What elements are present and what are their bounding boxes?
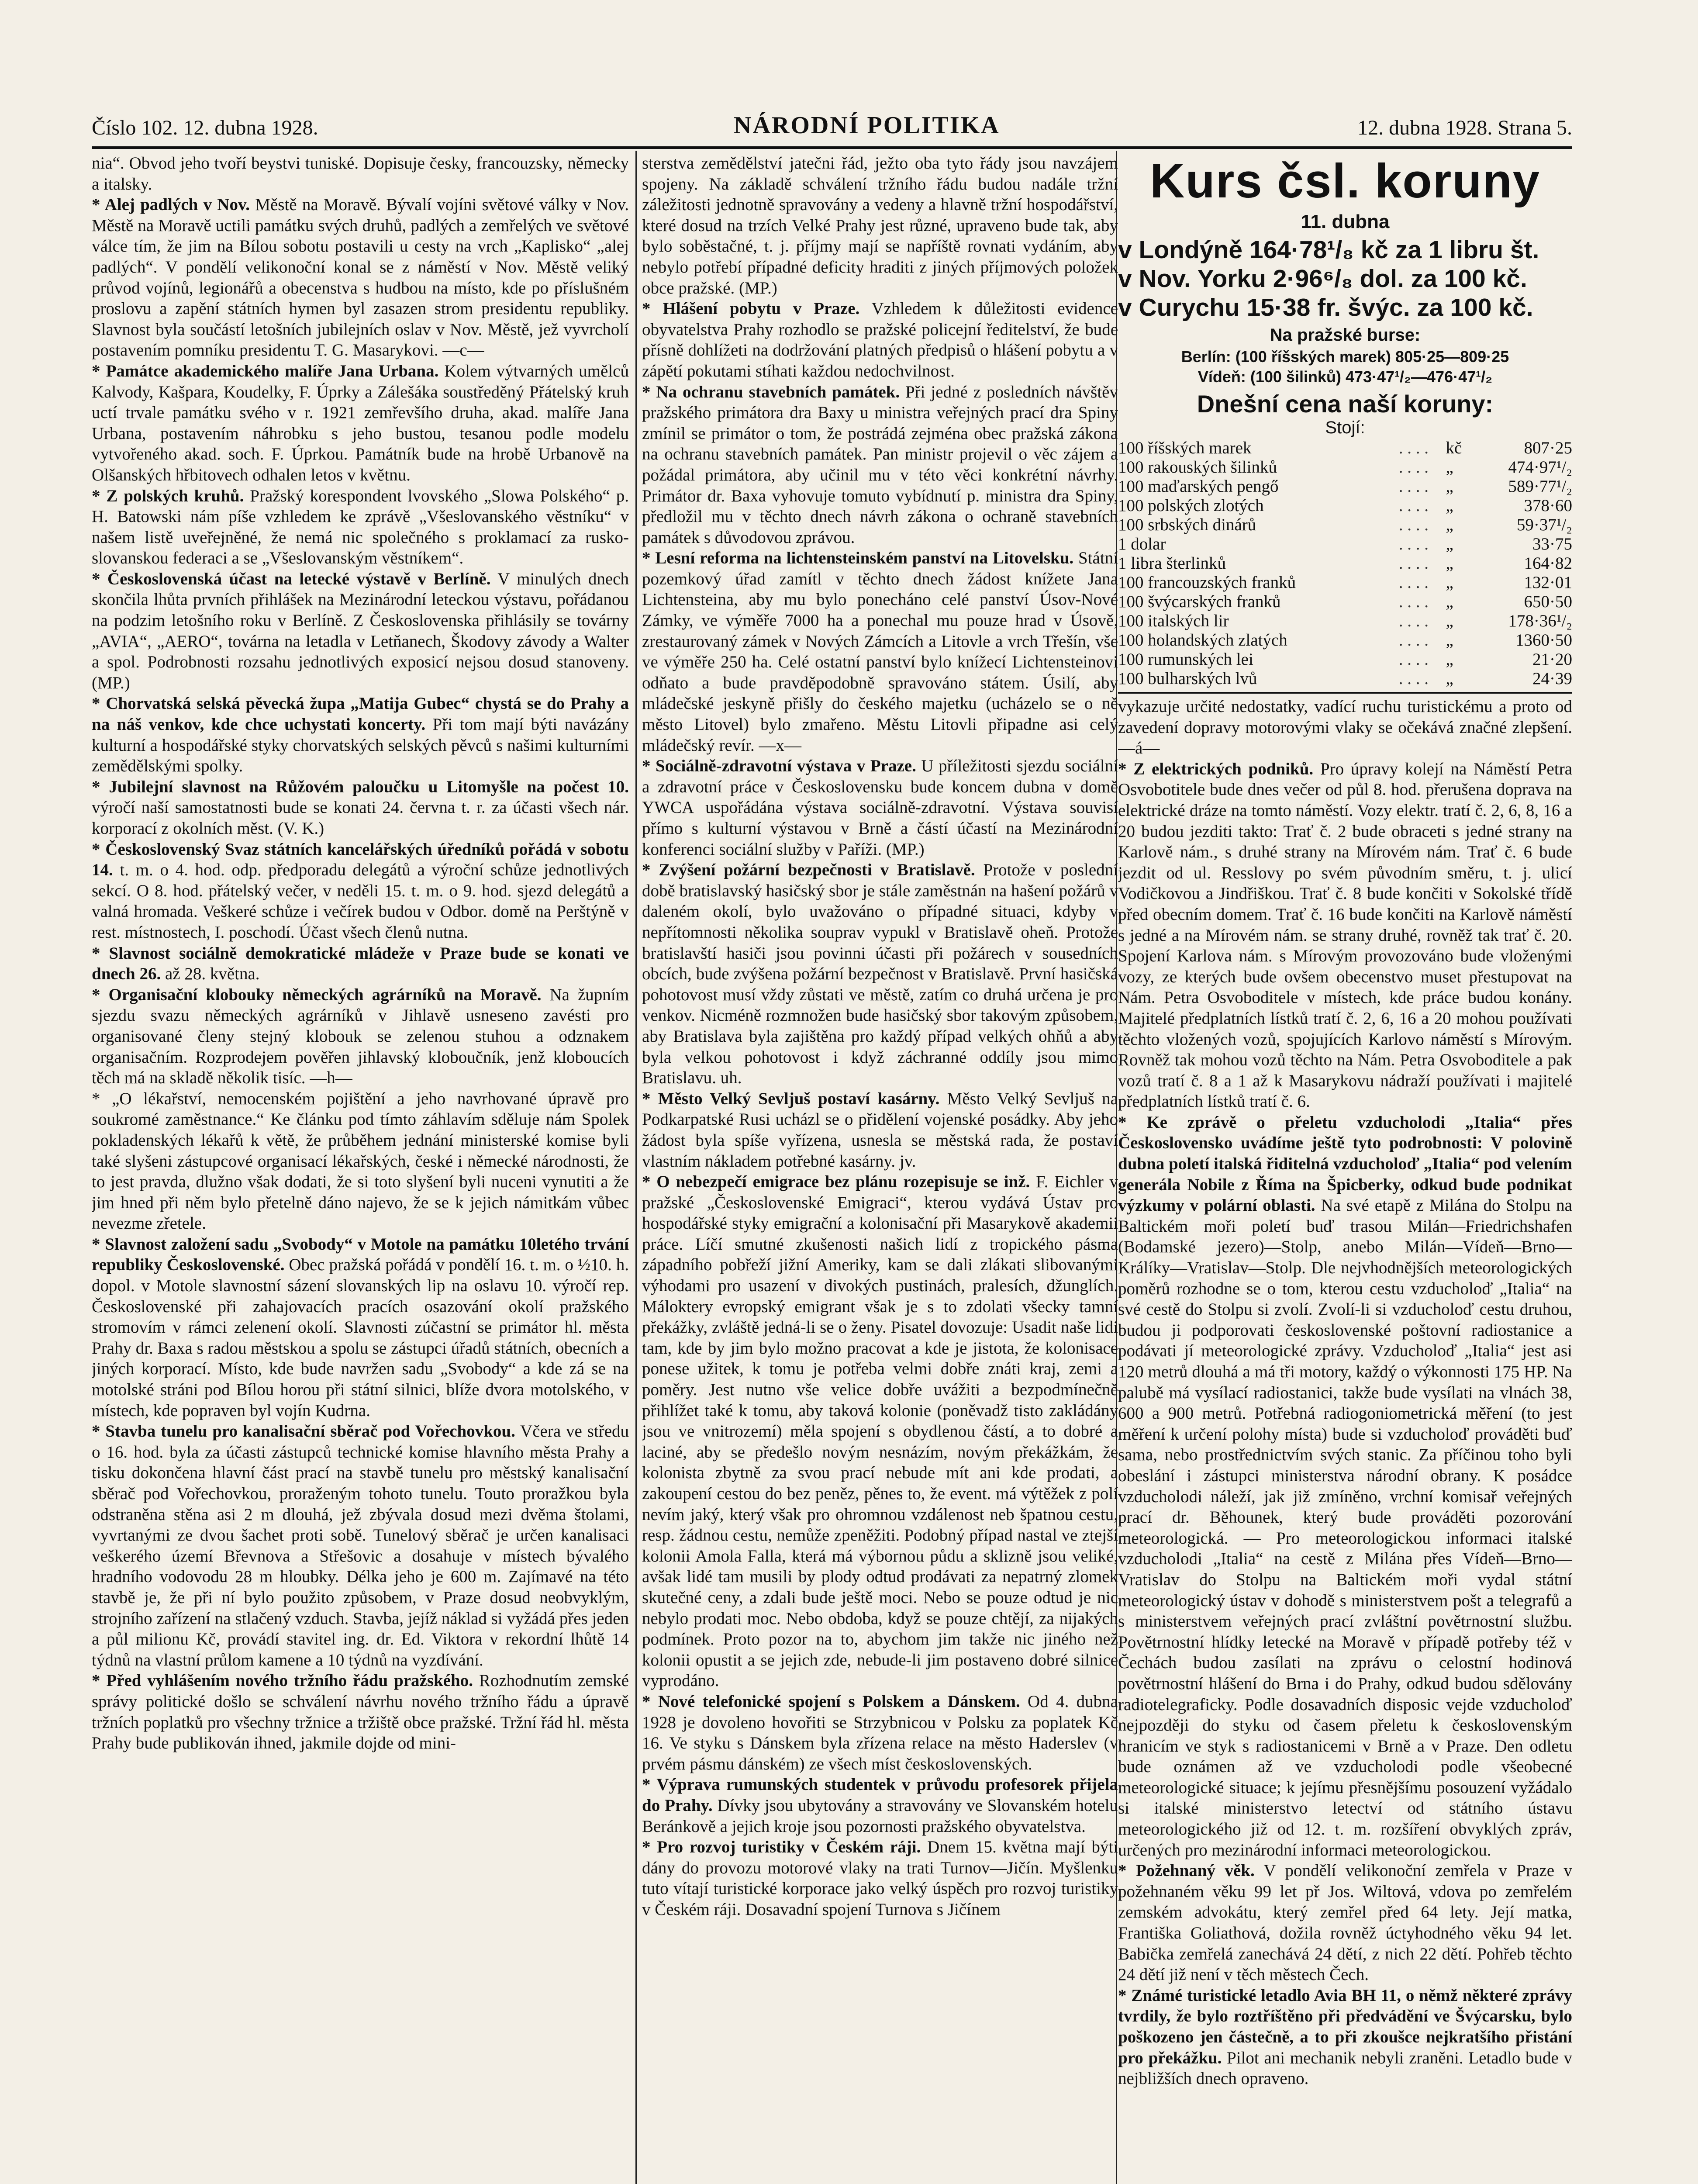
currency-unit: „ [1446,573,1453,592]
currency-value: 24·39 [1532,669,1572,688]
article-paragraph: * Pro rozvoj turistiky v Českém ráji. Dnem 15. května mají býti dány do provozu motorové vlaky na trati Turnov—Jičín. Myšlenku tuto vítají turistické korporace jako velký úspěch pro rozvoj turistiky v Českém ráji. Dosavadní spojení Turnova s Jičínem [642,1838,1118,1919]
article-headline: * Před vyhlášením nového tržního řádu pražského. [92,1671,473,1690]
rate-london: v Londýně 164·78¹/₈ kč za 1 libru št. [1118,236,1539,264]
leader-dots: . . . . [1398,631,1429,650]
currency-label: 100 maďarských pengő [1118,477,1279,496]
article-headline: * Požehnaný věk. [1118,1861,1255,1880]
currency-row [1118,554,1572,573]
article-paragraph: * Známé turistické letadlo Avia BH 11, o němž některé zprávy tvrdily, že bylo roztříštěno při předvádění ve Švýcarsku, bylo poškozeno jen částečně, a to při zkoušce nejkratšího přistání pro překážku. Pilot ani mechanik nebyli zraněni. Letadlo bude v nejbližších dnech opraveno. [1118,1986,1572,2088]
leader-dots: . . . . [1398,650,1429,669]
article-paragraph: * Hlášení pobytu v Praze. Vzhledem k důležitosti evidence obyvatelstva Prahy rozhodlo se pražské policejní ředitelství, že bude přísně dohlížeti na dodržování platných předpisů o hlášení pobytu a v zápětí pokutami stíhati každou nedochvilnost. [642,299,1118,380]
currency-value: 33·75 [1532,535,1572,553]
article-headline: * Slavnost založení sadu „Svobody“ v Motole na památku 10letého trvání republiky Československé. [92,1234,629,1275]
article-paragraph: * Jubilejní slavnost na Růžovém paloučku u Litomyšle na počest 10. výročí naší samostatnosti bude se konati 24. června t. r. za účasti všech nár. korporací z okolních měst. (V. K.) [92,777,629,838]
article-paragraph: * Slavnost sociálně demokratické mládeže v Praze bude se konati ve dnech 26. až 28. května. [92,943,629,984]
article-paragraph: * Chorvatská selská pěvecká župa „Matija Gubec“ chystá se do Prahy a na náš venkov, kde chce uchystati koncerty. Při tom mají býti navázány kulturní a hospodářské styky chorvatských selských pěvců s našimi kulturními zemědělskými spolky. [92,694,629,776]
currency-label: 100 rakouských šilinků [1118,458,1277,477]
currency-value: 474·97¹/₂ [1508,458,1572,477]
rate-zurich: v Curychu 15·38 fr. švýc. za 100 kč. [1118,294,1533,321]
currency-label: 100 švýcarských franků [1118,592,1281,611]
leader-dots: . . . . [1398,515,1429,534]
currency-unit: „ [1446,650,1453,669]
currency-value: 1360·50 [1515,631,1572,650]
currency-label: 100 říšských marek [1118,439,1252,457]
leader-dots: . . . . [1398,554,1429,573]
currency-row [1118,535,1572,554]
article-headline: * Z elektrických podniků. [1118,759,1314,778]
article-paragraph: * Zvýšení požární bezpečnosti v Bratislavě. Protože v poslední době bratislavský hasičský sbor je stále zaměstnán na hašení požárů v daleném okolí, bylo uvažováno o případné situaci, kdyby v nepřítomnosti několika souprav vypukl v Bratislavě oheň. Protože bratislavští hasiči jsou povinni účasti při požárech v sousedních obcích, bude zvýšena požární bezpečnost v Bratislavě. První hasičská pohotovost musí vždy zůstati ve městě, zatím co druhá určena je pro venkov. Nicméně rozmnožen bude hasičský sbor takovým způsobem, aby Bratislava byla zajištěna pro každý případ velkých ohňů a aby byla velkou pohotovost i když záchranné oddíly jsou mimo Bratislavu. uh. [642,860,1118,1088]
currency-unit: „ [1446,669,1453,688]
currency-label: 100 srbských dinárů [1118,515,1256,534]
currency-label: 100 polských zlotých [1118,496,1264,515]
currency-unit: „ [1446,515,1453,534]
currency-unit: „ [1446,631,1453,650]
leader-dots: . . . . [1398,592,1429,611]
article-headline: * Zvýšení požární bezpečnosti v Bratislavě. [642,860,975,880]
currency-label: 100 holandských zlatých [1118,631,1287,650]
article-headline: * Výprava rumunských studentek v průvodu profesorek přijela do Prahy. [642,1775,1118,1815]
exchange-rate-box [1118,155,1572,694]
column-1 [92,153,629,2184]
article-headline: * Památce akademického malíře Jana Urbana. [92,361,439,380]
currency-label: 100 italských lir [1118,612,1229,630]
article-paragraph: * Z elektrických podniků. Pro úpravy kolejí na Náměstí Petra Osvobotitele bude dnes večer od půl 8. hod. přerušena doprava na elektrické dráze na tomto náměstí. Vozy elektr. tratí č. 2, 6, 8, 16 a 20 budou jezditi takto: Trať č. 2 bude obraceti s jedné strany na Karlově nám., s druhé strany na Mírovém nám. Trať č. 6 bude jezdit od ul. Resslovy po svém původním směru, t. j. ulicí Vodičkovou a Jindřiškou. Trať č. 8 bude končiti v Sokolské třídě před obecním domem. Trať č. 16 bude končiti na Karlově náměstí s jedné a na Mírovém nám. se strany druhé, rovněž tak trať č. 20. Spojení Karlova nám. s Mírovým provozováno bude vloženými vozy, ze kterých bude ovšem obecenstvo muset přestupovat na Nám. Petra Osvoboditele v místech, kde práce budou konány. Majitelé předplatních lístků tratí č. 2, 6, 16 a 20 mohou používati těchto vložených vozů, spojujících Karlovo náměstí s Mírovým. Rovněž tak mohou vozů těchto na Nám. Petra Osvoboditele a pak vozů tratí č. 8 a 1 až k Masarykovu nádraží používati i majitelé předplatních lístků tratí č. 6. [1118,759,1572,1111]
currency-row [1118,515,1572,535]
rate-new-york: v Nov. Yorku 2·96⁶/₈ dol. za 100 kč. [1118,265,1527,293]
article-paragraph: * Organisační klobouky německých agrárníků na Moravě. Na župním sjezdu svazu německých agrárníků v Jihlavě usneseno zavésti pro organisované členy stejný klobouk se zelenou stuhou a odznakem organisačním. Rozprodejem pověřen jihlavský kloboučník, jenž kloboucích těch má na skladě několik tisíc. —h— [92,985,629,1088]
article-headline: * Alej padlých v Nov. [92,195,250,214]
currency-value: 132·01 [1524,573,1572,592]
page-number: 12. dubna 1928. Strana 5. [1357,116,1572,139]
article-paragraph: * Ke zprávě o přeletu vzducholodi „Italia“ přes Československo uvádíme ještě tyto podrobnosti: V polovině dubna poletí italská řiditelná vzducholoď „Italia“ pod velením generála Nobile z Říma na Špicberky, odkud bude podnikat výzkumy v polární oblasti. Na své etapě z Milána do Stolpu na Baltickém moři poletí buď trasou Milán—Friedrichshafen (Bodamské jezero)—Stolp, anebo Milán—Vídeň—Brno—Králíky—Vratislav—Stolp. Dle nejvhodnějších meteorologických poměrů rozhodne se o tom, kterou cestu vzducholoď „Italia“ na své cestě do Stolpu si zvolí. Zvolí-li si vzducholoď cestu druhou, budou ji podporovati československé poštovní radiostanice a podávati jí meteorologické zprávy. Vzducholoď „Italia“ jest asi 120 metrů dlouhá a má tři motory, každý o výkonnosti 175 HP. Na palubě má vysílací radiostanici, takže bude vysílati na vlnách 38, 600 a 900 metrů. Potřebná radiogoniometrická měření (to jest měření k určení polohy místa) bude si vzducholoď prováděti buď sama, nebo prostřednictvím svých stanic. Za příčinou toho byli obeslání i zástupci ministerstva národní obrany. K posádce vzducholodi náleží, jak již zmíněno, vrchní komisař veřejných prací dr. Běhounek, který bude prováděti pozorování meteorologická. — Pro meteorologickou informaci italské vzducholodi „Italia“ na cestě z Milána přes Vídeň—Brno—Vratislav do Stolpu na Baltickém moři vydal státní meteorologický ústav v dohodě s ministerstvem pošt a telegrafů a s ministerstvem veřejných prací zvláštní povětrnostní službu. Povětrnostní hlídky letecké na Moravě v případě potřeby též v Čechách budou zasílati na zprávu o celostní hodinová povětrnostní hlášení do Brna i do Prahy, odkud budou sdělovány radiotelegraficky. Podle dosavadních disposic vejde vzducholoď nejpozději do styku od časem přeletu k československým hranicím ve styk s radiostanicemi v Brně a v Praze. Den odletu bude oznámen až ve vzducholodi podle všeobecné meteorologické situace; k jejímu přesnějšímu posouzení vyžádalo si italské ministerstvo letectví od státního ústavu meteorologického již od 12. t. m. rozšíření obvyklých zpráv, určených pro mezinárodní informaci meteorologickou. [1118,1113,1572,1859]
currency-row [1118,439,1572,458]
leader-dots: . . . . [1398,535,1429,553]
article-headline: * Lesní reforma na lichtensteinském panství na Litovelsku. [642,549,1074,568]
rate-vienna: Vídeň: (100 šilinků) 473·47¹/₂—476·47¹/₂ [1198,368,1493,386]
currency-value: 21·20 [1532,650,1572,669]
article-headline: * Jubilejní slavnost na Růžovém paloučku u Litomyšle na počest 10. [92,777,629,796]
leader-dots: . . . . [1398,439,1429,457]
currency-value: 59·37¹/₂ [1516,515,1572,534]
article-headline: * Ke zprávě o přeletu vzducholodi „Italia“ přes Československo uvádíme ještě tyto podrobnosti: V polovině dubna poletí italská řiditelná vzducholoď „Italia“ pod velením generála Nobile z Říma na Špicberky, odkud bude podnikat výzkumy v polární oblasti. [1118,1113,1572,1215]
article-paragraph: * Československý Svaz státních kancelářských úředníků pořádá v sobotu 14. t. m. o 4. hod. odp. předporadu delegátů a výroční schůze jednotlivých sekcí. O 8. hod. přátelský večer, v neděli 15. t. m. o 9. hod. sjezd delegátů a valná hromada. Veškeré schůze i večírek budou v Odbor. domě na Perštýně v rest. místnostech, I. poschodí. Účast všech členů nutna. [92,840,629,942]
article-headline: * Chorvatská selská pěvecká župa „Matija Gubec“ chystá se do Prahy a na náš venkov, kde chce uchystati koncerty. [92,694,629,734]
leader-dots: . . . . [1398,573,1429,592]
column-3 [1118,153,1572,2184]
article-paragraph: * Z polských kruhů. Pražský korespondent lvovského „Slowa Polského“ p. H. Batowski nám píše vzhledem ke zprávě „Všeslovanského věstníku“ v našem listě uveřejněné, že nemá nic společného s proklamací za rusko-slovanskou federaci a se „Všeslovanským věstníkem“. [92,486,629,568]
currency-row [1118,669,1572,688]
article-paragraph: * Lesní reforma na lichtensteinském panství na Litovelsku. Státní pozemkový úřad zamítl v těchto dnech žádost knížete Jana Lichtensteina, aby mu bylo ponecháno celé panství Úsov-Nové Zámky, ve výměře 7000 ha a ponechal mu pouze hrad v Úsově, zrestaurovaný zámek v Nových Zámcích a Litovle a vrch Třešín, vše ve výměře 250 ha. Celé ostatní panství bylo knížecí Lichtensteinovi odňato a bude pravděpodobně spravováno státem. Úsilí, aby mládečské jeskyně přišly do českého majetku (ucházelo se o ně město Litovel) bylo zmařeno. Městu Litovli připadne asi celý mládečský revír. —x— [642,549,1118,755]
currency-unit: „ [1446,554,1453,573]
article-headline: * Sociálně-zdravotní výstava v Praze. [642,757,916,776]
currency-value: 178·36¹/₂ [1508,612,1572,630]
article-paragraph: nia“. Obvod jeho tvoří beystvi tuniské. Dopisuje česky, francouzsky, německy a italsky. [92,154,629,194]
article-headline: * Hlášení pobytu v Praze. [642,299,860,318]
currency-label: 100 francouzských franků [1118,573,1296,592]
box-bottom-rule [1118,692,1572,694]
currency-value: 807·25 [1524,439,1572,457]
page-header [92,111,1572,151]
masthead-title: NÁRODNÍ POLITIKA [734,112,1000,139]
article-paragraph: * Slavnost založení sadu „Svobody“ v Motole na památku 10letého trvání republiky Československé. Obec pražská pořádá v pondělí 16. t. m. o ½10. h. dopol. v Motole slavnostní sázení slovanských lip na oslavu 10. výročí rep. Československé při zahajovacích pracích osazování okolí pražského stromovím v rámci zelenení okolí. Slavnosti zúčastní se primátor hl. města Prahy dr. Baxa s radou městskou a spolu se zástupci úřadů státních, obecních a jiných korporací. Místo, kde bude navržen sadu „Svobody“ a kde zá se na motolské stráni pod Bílou horou při státní silnici, blíže dvora motolského, v místech, kde popraven byl vojín Kudrna. [92,1234,629,1420]
costs-label: Stojí: [1325,418,1365,437]
article-paragraph: * Požehnaný věk. V pondělí velikonoční zemřela v Praze v požehnaném věku 99 let př Jos. Wiltová, vdova po zemřelém zemském advokátu, který zemřel před 64 lety. Její matka, Františka Goliathová, dožila rovněž úctyhodného věku 94 let. Babička zemřelá zanechává 24 dětí, z nich 22 dětí. Pohřeb těchto 24 dětí již není v těch městech Čech. [1118,1861,1572,1984]
article-headline: * Československá účast na letecké výstavě v Berlíně. [92,569,491,588]
exchange-rate-date: 11. dubna [1301,211,1390,232]
article-headline: * Nové telefonické spojení s Polskem a Dánskem. [642,1692,1020,1711]
article-paragraph: * Alej padlých v Nov. Městě na Moravě. Bývalí vojíni světové války v Nov. Městě na Moravě uctili památku svých druhů, padlých a zemřelých ve světové válce tím, že jim na Bílou sobotu postavili u cesty na vrch „Kaplisko“ „alej padlých“. V pondělí velikonoční konal se z náměstí v Nov. Městě veliký průvod vojínů, legionářů a obecenstva s hudbou na místo, kde po příslušném proslovu a zapění státních hymen byl zasazen strom presidentu republiky. Slavnost byla součástí letošních jubilejních oslav v Nov. Městě, jež vyvrcholí postavením pomníku presidentu T. G. Masarykovi. —c— [92,195,629,360]
issue-number: Číslo 102. 12. dubna 1928. [92,116,318,139]
article-headline: * Stavba tunelu pro kanalisační sběrač pod Vořechovkou. [92,1422,515,1441]
leader-dots: . . . . [1398,477,1429,496]
currency-row [1118,496,1572,515]
header-rule [92,146,1572,149]
article-headline: * Slavnost sociálně demokratické mládeže v Praze bude se konati ve dnech 26. [92,943,629,984]
currency-label: 1 libra šterlinků [1118,554,1226,573]
currency-label: 100 rumunských lei [1118,650,1253,669]
article-paragraph: sterstva zemědělství jatečni řád, ježto oba tyto řády jsou navzájem spojeny. Na základě schválení tržního řádu budou nadále tržní záležitosti jednotně spravovány a vedeny a hlavně tržní hospodářství, které dosud na trzích Velké Prahy jest různé, upraveno bude tak, aby bylo soběstačné, t. j. příjmy mají se napříště rovnati vydáním, aby nebylo potřebí případné deficity hraditi z jiných příjmových položek obce pražské. (MP.) [642,154,1118,297]
currency-value: 164·82 [1524,554,1572,573]
article-paragraph: * Město Velký Sevljuš postaví kasárny. Město Velký Sevljuš na Podkarpatské Rusi ucházl se o přidělení vojenské posádky. Aby jeho žádost byla spíše vyřízena, usnesla se městská rada, že postaví vlastním nákladem potřebné kasárny. jv. [642,1089,1118,1171]
article-paragraph: * Na ochranu stavebních památek. Při jedné z posledních návštěv pražského primátora dra Baxy u ministra veřejných prací dra Spiny zmínil se primátor o tom, že postrádá zejména obec pražská zákona na ochranu stavebních památek. Pan ministr projevil o věc zájem a požádal primátora, aby učinil mu v této věci konkrétní návrhy. Primátor dr. Baxa vyhovuje tomuto vybídnutí p. ministra dra Spiny, předložil mu v těchto dnech návrh zákona o ochraně stavebních památek s důvodovou zprávou. [642,382,1118,547]
column-2 [642,153,1118,2184]
article-paragraph: * Sociálně-zdravotní výstava v Praze. U příležitosti sjezdu sociální a zdravotní práce v Československu bude koncem dubna v domě YWCA uspořádána výstava sociálně-zdravotní. Výstava souvisí přímo s kulturní výstavou v Brně a částí účastí na Mezinárodní konferenci sociální služby v Paříži. (MP.) [642,757,1118,859]
currency-unit: „ [1446,496,1453,515]
currency-row [1118,458,1572,477]
leader-dots: . . . . [1398,496,1429,515]
article-headline: * Československý Svaz státních kancelářských úředníků pořádá v sobotu 14. [92,840,629,880]
prague-exchange-heading: Na pražské burse: [1270,325,1421,345]
article-paragraph: * Památce akademického malíře Jana Urbana. Kolem výtvarných umělců Kalvody, Kašpara, Koudelky, F. Úprky a Zálešáka soustředěný Přátelský kruh uctí trvale památku svého v r. 1921 zemřevšího druha, akad. malíře Jana Urbana, postavením náhrobku s jeho bustou, tesanou podle modelu vytvořeného akad. soch. F. Úprkou. Památník bude na hrobě Urbanově na Olšanských hřbitovech odhalen letos v květnu. [92,361,629,484]
article-headline: * Známé turistické letadlo Avia BH 11, o němž některé zprávy tvrdily, že bylo roztříštěno při předvádění ve Švýcarsku, bylo poškozeno jen částečně, a to při zkoušce nejkratšího přistání pro překážku. [1118,1986,1572,2067]
leader-dots: . . . . [1398,612,1429,630]
currency-row [1118,592,1572,612]
article-headline: * Z polských kruhů. [92,486,244,505]
currency-row [1118,573,1572,592]
currency-unit: „ [1446,592,1453,611]
currency-unit: „ [1446,477,1453,496]
currency-label: 1 dolar [1118,535,1166,553]
article-headline: * Pro rozvoj turistiky v Českém ráji. [642,1838,921,1857]
article-paragraph: * Výprava rumunských studentek v průvodu profesorek přijela do Prahy. Dívky jsou ubytovány a stravovány ve Slovanském hotelu Beránkově a jejich kroje jsou pozornosti pražského obyvatelstva. [642,1775,1118,1836]
article-headline: * O nebezpečí emigrace bez plánu rozepisuje se inž. [642,1172,1030,1192]
article-headline: * Organisační klobouky německých agrárníků na Moravě. [92,985,542,1004]
article-paragraph: vykazuje určité nedostatky, vadící ruchu turistickému a proto od zavedení dopravy motorovými vlaky se očekává značné zlepšení. —á— [1118,697,1572,758]
currency-unit: „ [1446,535,1453,553]
column-divider [635,151,637,2184]
rate-berlin: Berlín: (100 říšských marek) 805·25—809·25 [1181,348,1509,366]
todays-price-heading: Dnešní cena naší koruny: [1197,390,1494,418]
leader-dots: . . . . [1398,669,1429,688]
leader-dots: . . . . [1398,458,1429,477]
currency-row [1118,650,1572,669]
currency-value: 378·60 [1524,496,1572,515]
exchange-rate-title: Kurs čsl. koruny [1150,154,1540,208]
currency-unit: kč [1446,439,1462,457]
currency-unit: „ [1446,612,1453,630]
currency-value: 650·50 [1524,592,1572,611]
currency-label: 100 bulharských lvů [1118,669,1257,688]
article-paragraph: * Před vyhlášením nového tržního řádu pražského. Rozhodnutím zemské správy politické došlo se schválení návrhu nového tržního řádu a úpravě tržních poplatků pro všechny tržnice a tržiště obce pražské. Tržní řád hl. města Prahy bude publikován ihned, jakmile dojde od mini- [92,1671,629,1753]
article-paragraph: * Československá účast na letecké výstavě v Berlíně. V minulých dnech skončila lhůta prvních přihlášek na Mezinárodní leteckou výstavu, pořádanou na podzim letošního roku v Berlíně. Z Československa přihlásily se továrny „AVIA“, „AERO“, továrna na letadla v Letňanech, Škodovy závody a Walter a spol. Podrobnosti rozsahu jednotlivých exposicí nejsou dosud stanoveny. (MP.) [92,569,629,692]
currency-row [1118,612,1572,631]
currency-row [1118,477,1572,496]
article-headline: * Město Velký Sevljuš postaví kasárny. [642,1089,940,1108]
article-headline: * Na ochranu stavebních památek. [642,382,900,401]
article-paragraph: * Nové telefonické spojení s Polskem a Dánskem. Od 4. dubna 1928 je dovoleno hovořiti se Strzybnicou v Polsku za poplatek Kč 16. Ve styku s Dánskem byla zřízena relace na město Haderslev (v prvém pásmu dánském) ze všech míst československých. [642,1692,1118,1773]
currency-unit: „ [1446,458,1453,477]
currency-value: 589·77¹/₂ [1508,477,1572,496]
article-paragraph: * Stavba tunelu pro kanalisační sběrač pod Vořechovkou. Včera ve středu o 16. hod. byla za účasti zástupců technické komise hlavního města Prahy a tisku dokončena hlavní část prací na stavbě tunelu pro městský kanalisační sběrač pod Vořechovkou, proraženým tohoto tunelu. Touto proražkou byla odstraněna stěna asi 2 m dlouhá, jež zbývala dosud mezi dvěma štolami, vyvrtanými ze dvou šachet proti sobě. Tunelový sběrač je určen kanalisaci veškerého území Břevnova a Střešovic a dosahuje v místech bývalého hradního vodovodu 28 m hloubky. Délka jeho je 600 m. Zajímavé na této stavbě je, že při ní bylo použito způsobem, v Praze dosud neobvyklým, strojního zařízení na stlačený vzduch. Stavba, jejíž náklad si vyžádá přes jeden a půl milionu Kč, provádí stavitel ing. dr. Ed. Viktora v rekordní lhůtě 14 týdnů na vlastní průlom kamene a 10 týdnů na vyzdívání. [92,1422,629,1669]
currency-table [1118,439,1572,688]
article-paragraph: * „O lékařství, nemocenském pojištění a jeho navrhované úpravě pro soukromé zaměstnance.“ Ke článku pod tímto záhlavím sděluje nám Spolek pokladenských lékařů k větě, že průběhem jednání ministerské komise byli také slyšeni zástupcové organisací lékařských, české i německé národnosti, že to jest pravda, dlužno však dodati, že si toto slyšení byli nuceni vynutiti a že jim hned při něm bylo přetelně dáno najevo, že se k jejich námitkám vůbec nevezme zřetele. [92,1089,629,1233]
currency-row [1118,631,1572,650]
article-paragraph: * O nebezpečí emigrace bez plánu rozepisuje se inž. F. Eichler v pražské „Československé Emigraci“, kterou vydává Ústav pro hospodářské styky emigrační a kolonisační při Masarykově akademii práce. Líčí smutné zkušenosti našich lidí z tropického pásma západního pobřeží jižní Ameriky, kam se dali zlákati slibovanými výhodami pro usazení v divokých pustinách, pralesích, džunglích. Máloktery evropský emigrant však je s to zdolati všecky tamní překážky, zvláště jedná-li se o ženy. Pisatel dovozuje: Usadit naše lidi tam, kde by jim bylo možno pracovat a kde je jistota, že kolonisace ponese užitek, k tomu je potřeba velmi dobře znáti kraj, zemi a poměry. Jest nutno vše velice dobře uvážiti a bezpodmínečně přihlížet také k tomu, aby taková kolonie (poněvadž tisto zakládány jsou ve vnitrozemí) měla spojení s obydlenou částí, a to dobré a laciné, aby se předešlo novým nesnázím, novým překážkám, že kolonista zbytně za svou prací nebude mít ani kde prodati, a zakoupení cestou do bez peněz, pěnes to, že event. má výtěžek z polí nevím jaký, který však pro ohromnou vzdálenost neb špatnou cestu, resp. žádnou cestu, nemůže zpeněžiti. Podobný případ nastal ve ztejší kolonii Amola Falla, která má výbornou půdu a sklizně jsou veliké, avšak lidé tam musili by plody odtud prodávati za nepatrný zlomek skutečné ceny, a zdali bude ještě moci. Nebo se pouze odtud je nic nebylo prodati moc. Nebo obdoba, když se pouze chtějí, za nijakých podmínek. Proto pozor na to, abychom jim takže nic jiného než kolonii opustit a se jejich zde, nebude-li jim postaveno dobré silnice vyprodáno. [642,1172,1118,1690]
